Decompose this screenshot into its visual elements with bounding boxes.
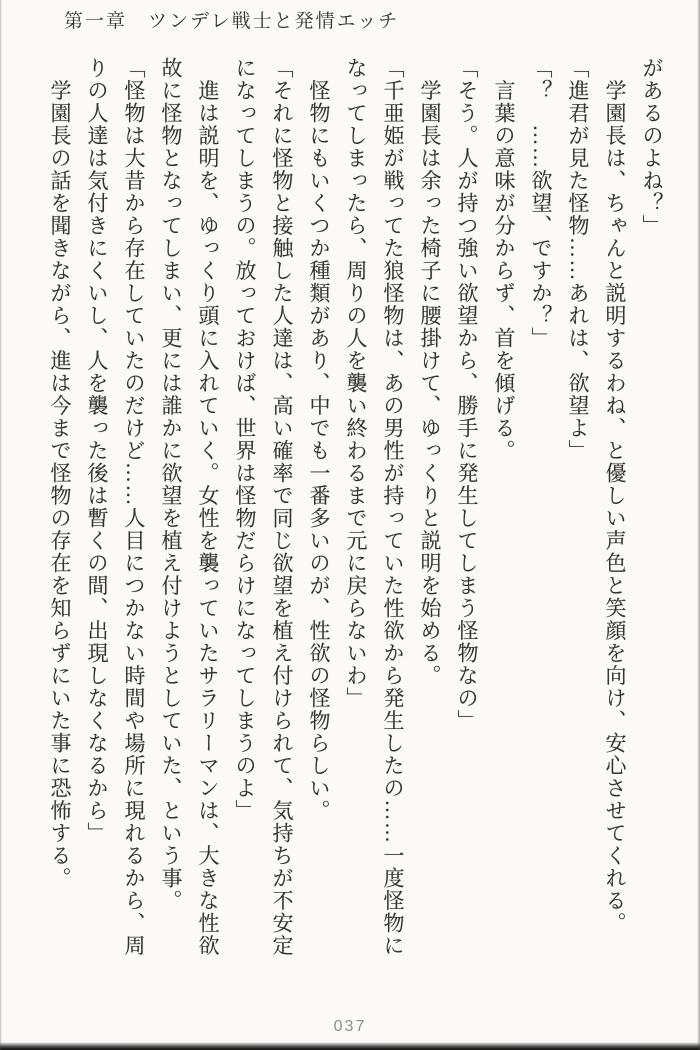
- paragraph: 学園長は、ちゃんと説明するわね、と優しい声色と笑顔を向け、安心させてくれる。: [603, 57, 627, 935]
- paragraph: 「そう。人が持つ強い欲望から、勝手に発生してしまう怪物なの」: [455, 57, 479, 732]
- paragraph: 「怪物は大昔から存在していたのだけど……人目につかない時間や場所に現れるから、周りの人達は気付きにくいし、人を襲った後は暫くの間、出現しなくなるから」: [85, 57, 146, 957]
- paragraph: 「千亜姫が戦ってた狼怪物は、あの男性が持っていた性欲から発生したの……一度怪物になってしまったら、周りの人を襲い終わるまで元に戻らないわ」: [344, 57, 405, 957]
- paragraph: 怪物にもいくつか種類があり、中でも一番多いのが、性欲の怪物らしい。: [307, 57, 331, 822]
- paragraph: があるのよね？」: [640, 57, 664, 237]
- page-edge-left: [0, 0, 2, 1050]
- paragraph: 進は説明を、ゆっくり頭に入れていく。女性を襲っていたサラリーマンは、大きな性欲故に怪物となってしまい、更には誰かに欲望を植え付けようとしていた、という事。: [159, 57, 220, 957]
- page-edge-bottom: [0, 1042, 700, 1050]
- paragraph: 学園長の話を聞きながら、進は今まで怪物の存在を知らずにいた事に恐怖する。: [48, 57, 72, 890]
- paragraph: 「進君が見た怪物……あれは、欲望よ」: [566, 57, 590, 462]
- paragraph: 「？ ……欲望、ですか？」: [529, 57, 553, 350]
- page-number: 037: [333, 1018, 367, 1035]
- paragraph: 学園長は余った椅子に腰掛けて、ゆっくりと説明を始める。: [418, 57, 442, 687]
- body-text: [25, 57, 670, 962]
- paragraph: 言葉の意味が分からず、首を傾げる。: [492, 57, 516, 462]
- paragraph: 「それに怪物と接触した人達は、高い確率で同じ欲望を植え付けられて、気持ちが不安定になってしまうの。放っておけば、世界は怪物だらけになってしまうのよ」: [233, 57, 294, 957]
- chapter-title: 第一章 ツンデレ戦士と発情エッチ: [64, 11, 400, 32]
